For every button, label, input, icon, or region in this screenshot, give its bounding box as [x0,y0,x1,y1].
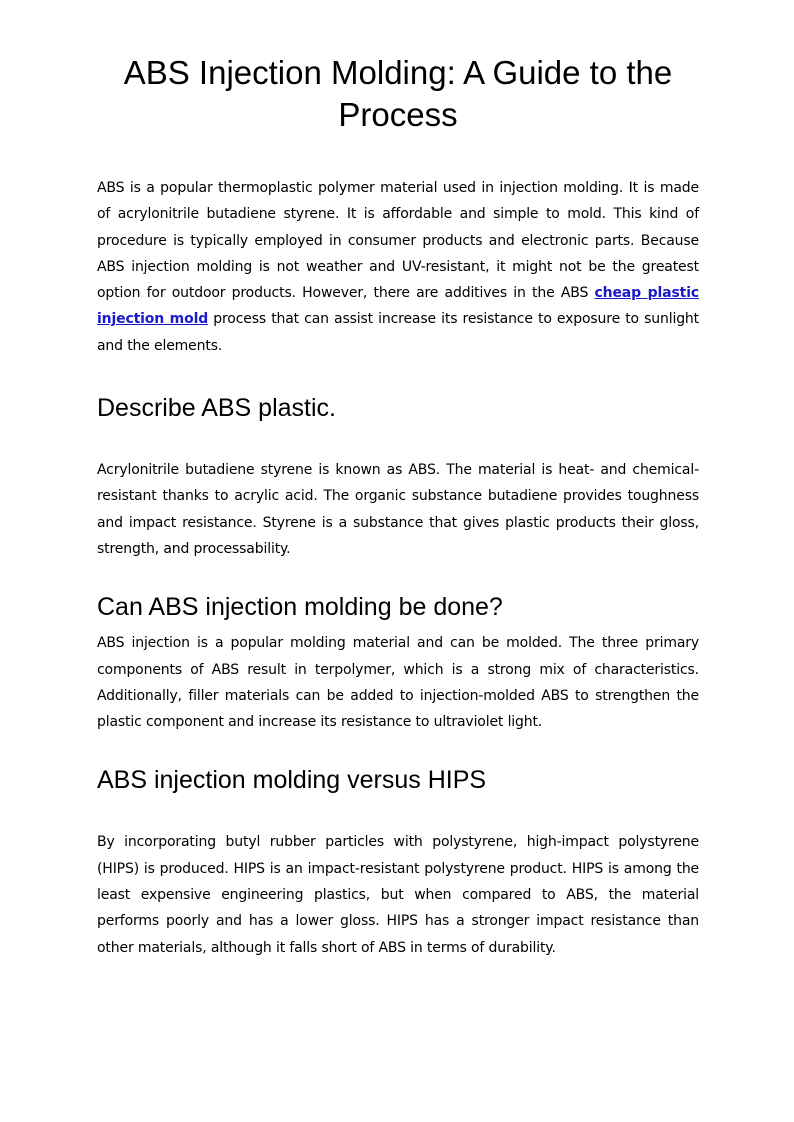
section-heading-abs-vs-hips: ABS injection molding versus HIPS [97,766,487,795]
cheap-plastic-injection-mold-link[interactable]: cheap plastic injection mold [97,285,700,328]
intro-paragraph [97,175,699,359]
intro-text-before-link: ABS is a popular thermoplastic polymer material used in injection molding. It is made of acrylonitrile butadiene styrene. It is affordable and simple to mold. This kind of procedure is typically employed in consumer products and electronic parts. Because ABS injection molding is not weather and UV-resistant, it might not be the greatest option for outdoor products. However, there are additives in the ABS [97,180,699,302]
document-page [97,52,699,961]
section-heading-can-abs-be-molded: Can ABS injection molding be done? [97,593,503,622]
intro-text-after-link: process that can assist increase its resistance to exposure to sunlight and the elements. [97,311,699,354]
section-body-describe-abs: Acrylonitrile butadiene styrene is known as ABS. The material is heat- and chemical-resistant thanks to acrylic acid. The organic substance butadiene provides toughness and impact resistance. Styrene is a substance that gives plastic products their gloss, strength, and processability. [97,462,699,557]
section-body-abs-vs-hips: By incorporating butyl rubber particles with polystyrene, high-impact polystyrene (HIPS) is produced. HIPS is an impact-resistant polystyrene product. HIPS is among the least expensive engineering plastics, but when compared to ABS, the material performs poorly and has a lower gloss. HIPS has a stronger impact resistance than other materials, although it falls short of ABS in terms of durability. [97,834,699,956]
page-title: ABS Injection Molding: A Guide to the Process [123,54,673,133]
section-heading-describe-abs: Describe ABS plastic. [97,394,336,423]
section-body-can-abs-be-molded: ABS injection is a popular molding material and can be molded. The three primary components of ABS result in terpolymer, which is a strong mix of characteristics. Additionally, filler materials can be added to injection-molded ABS to strengthen the plastic component and increase its resistance to ultraviolet light. [97,635,699,731]
